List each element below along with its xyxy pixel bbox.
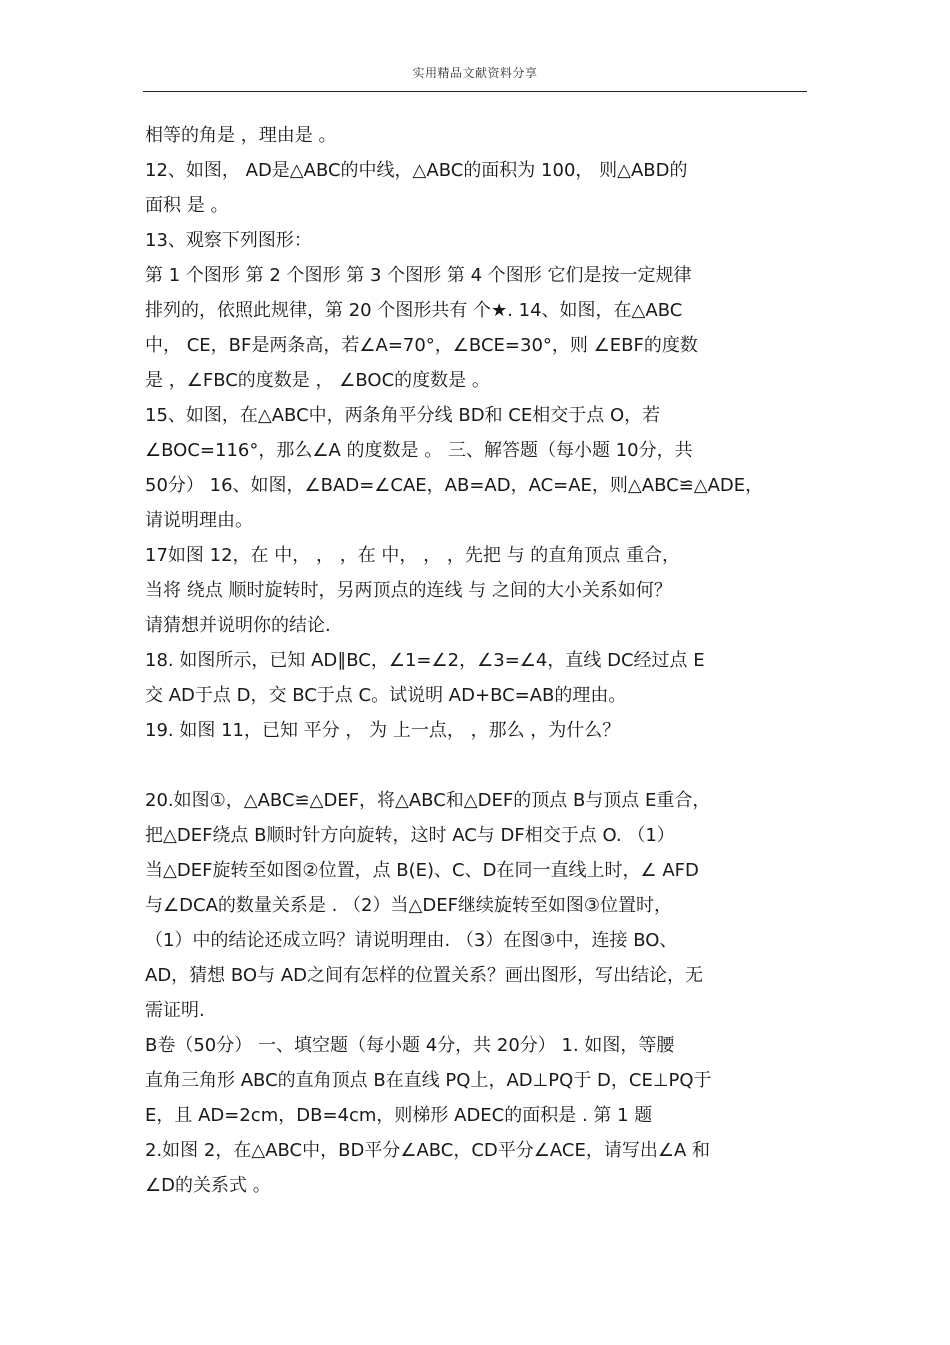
text-line: AD，猜想 BO与 AD之间有怎样的位置关系？画出图形，写出结论，无 [145, 965, 703, 986]
text-line: 需证明. [145, 1000, 205, 1021]
text-line: 12、如图， AD是△ABC的中线，△ABC的面积为 100， 则△ABD的 [145, 160, 688, 181]
text-line: 18. 如图所示，已知 AD∥BC，∠1=∠2，∠3=∠4，直线 DC经过点 E [145, 650, 705, 671]
text-line: ∠D的关系式 。 [145, 1175, 271, 1196]
text-line: 20.如图①，△ABC≌△DEF，将△ABC和△DEF的顶点 B与顶点 E重合， [145, 790, 711, 811]
text-line: 请猜想并说明你的结论. [145, 615, 331, 636]
text-line: 50分） 16、如图，∠BAD=∠CAE，AB=AD，AC=AE，则△ABC≌△ADE， [145, 475, 764, 496]
text-line: 中， CE，BF是两条高，若∠A=70°，∠BCE=30°，则 ∠EBF的度数 [145, 335, 698, 356]
text-line: 当△DEF旋转至如图②位置，点 B(E)、C、D在同一直线上时，∠ AFD [145, 860, 699, 881]
text-line: B卷（50分） 一、填空题（每小题 4分，共 20分） 1. 如图，等腰 [145, 1035, 675, 1056]
text-line: E，且 AD=2cm，DB=4cm，则梯形 ADEC的面积是 . 第 1 题 [145, 1105, 653, 1126]
text-line: 交 AD于点 D，交 BC于点 C。试说明 AD+BC=AB的理由。 [145, 685, 627, 706]
text-line: 是 ，∠FBC的度数是 ， ∠BOC的度数是 。 [145, 370, 490, 391]
text-line: 相等的角是 ，理由是 。 [145, 125, 337, 146]
text-line: 13、观察下列图形： [145, 230, 312, 251]
text-line: 排列的，依照此规律，第 20 个图形共有 个★. 14、如图，在△ABC [145, 300, 683, 321]
document-body [145, 118, 815, 1203]
text-line: 15、如图，在△ABC中，两条角平分线 BD和 CE相交于点 O，若 [145, 405, 661, 426]
text-line: 第 1 个图形 第 2 个图形 第 3 个图形 第 4 个图形 它们是按一定规律 [145, 265, 692, 286]
header-divider [143, 91, 807, 92]
text-line: 与∠DCA的数量关系是 . （2）当△DEF继续旋转至如图③位置时， [145, 895, 673, 916]
text-line: 2.如图 2，在△ABC中，BD平分∠ABC，CD平分∠ACE，请写出∠A 和 [145, 1140, 711, 1161]
text-line: 当将 绕点 顺时旋转时，另两顶点的连线 与 之间的大小关系如何？ [145, 580, 672, 601]
text-line: 面积 是 。 [145, 195, 229, 216]
text-line: 请说明理由。 [145, 510, 253, 531]
page-header: 实用精品文献资料分享 [412, 66, 538, 80]
text-line: （1）中的结论还成立吗？请说明理由. （3）在图③中，连接 BO、 [145, 930, 678, 951]
text-line: 19. 如图 11，已知 平分 ， 为 上一点， ，那么 ，为什么？ [145, 720, 621, 741]
text-line: 把△DEF绕点 B顺时针方向旋转，这时 AC与 DF相交于点 O. （1） [145, 825, 675, 846]
blank-line [145, 748, 815, 783]
text-line: 直角三角形 ABC的直角顶点 B在直线 PQ上，AD⊥PQ于 D，CE⊥PQ于 [145, 1070, 712, 1091]
text-line: ∠BOC=116°，那么∠A 的度数是 。 三、解答题（每小题 10分，共 [145, 440, 693, 461]
text-line: 17如图 12，在 中， ， ，在 中， ， ，先把 与 的直角顶点 重合， [145, 545, 681, 566]
